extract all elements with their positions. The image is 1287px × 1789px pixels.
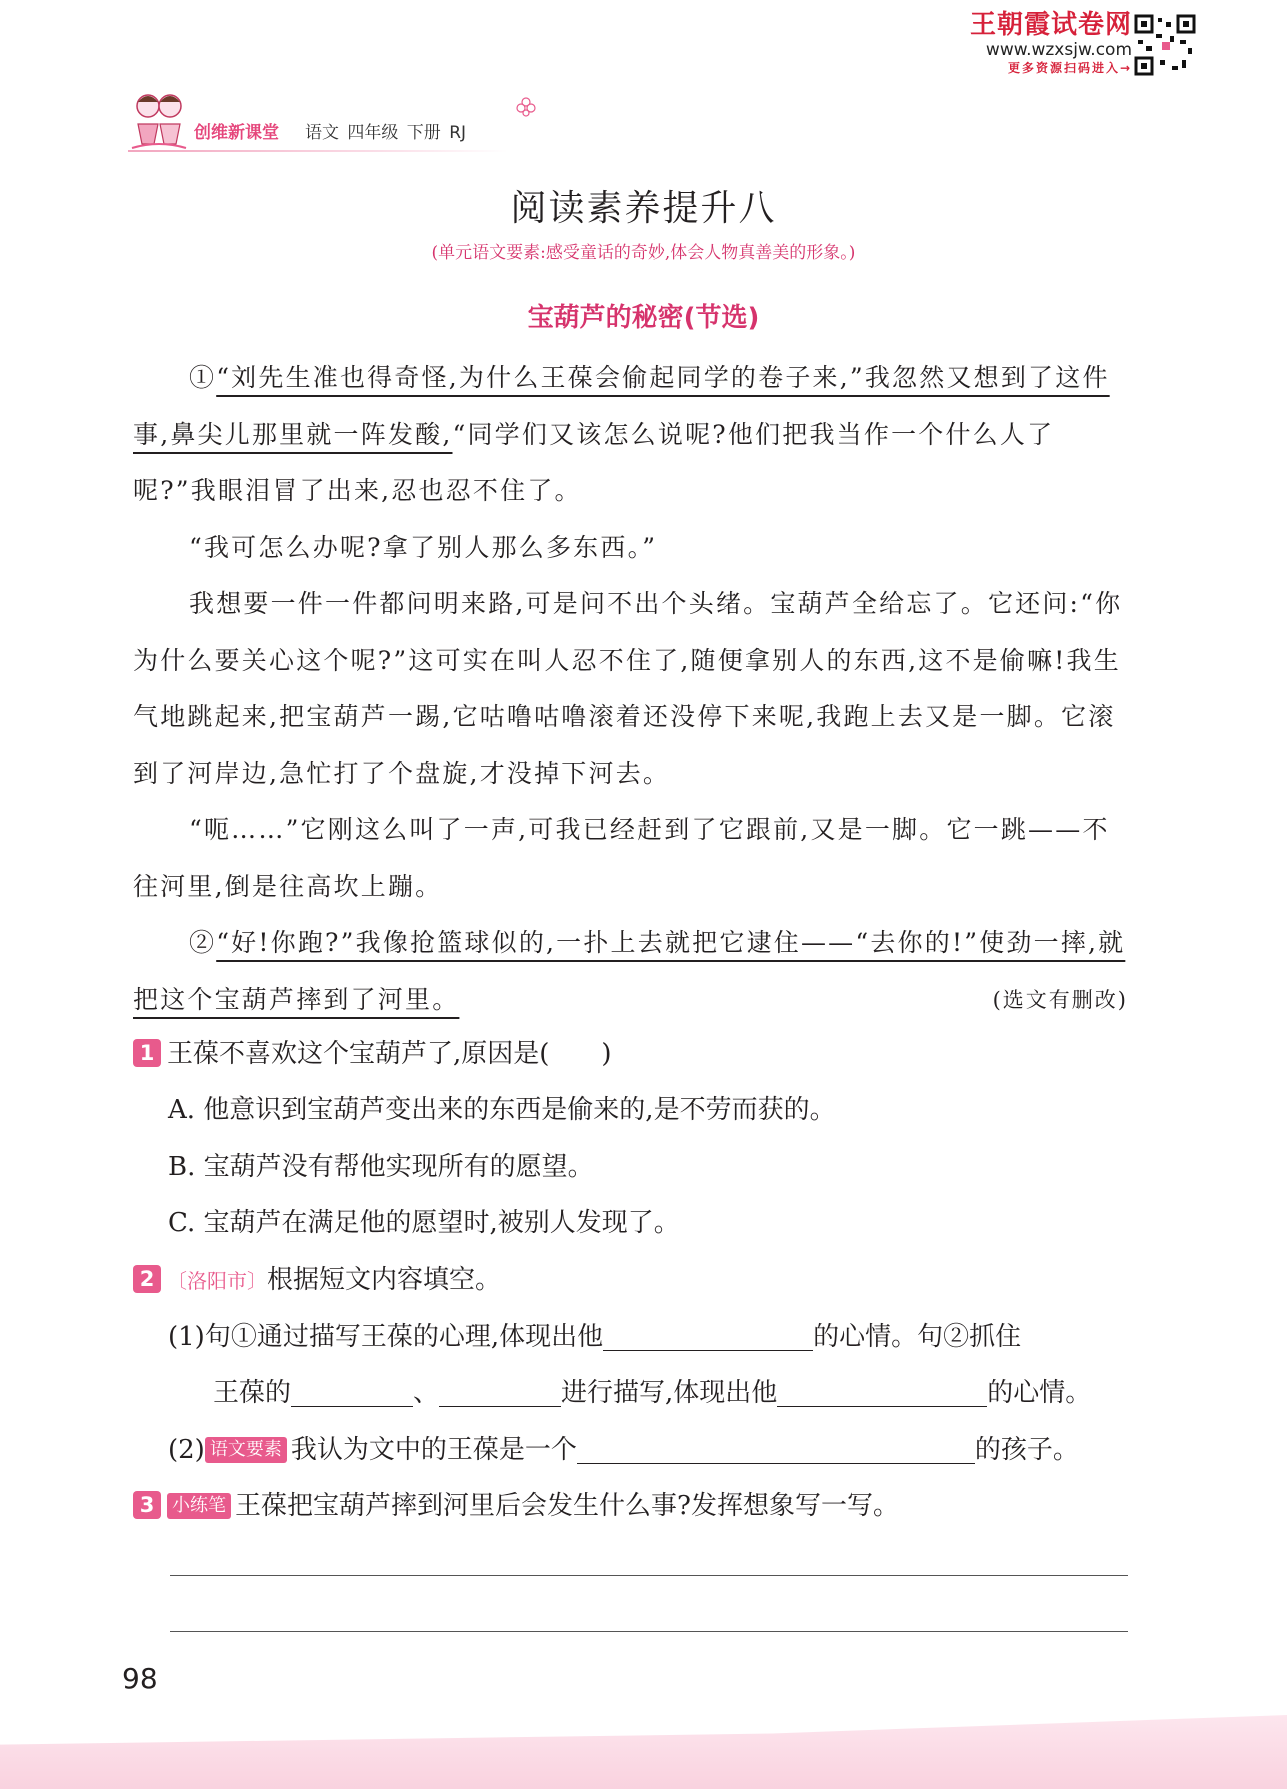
question-1-number: 1 [133,1039,161,1067]
blank-mood-1[interactable] [603,1322,813,1351]
question-1 [133,1033,612,1070]
q2-1-text-b: 的心情。句②抓住 [813,1322,1022,1352]
question-2-number: 2 [133,1265,161,1293]
underlined-sentence-1: “刘先生准也得奇怪,为什么王葆会偷起同学的卷子来,”我忽然又想到了这件事,鼻尖儿那里就一阵发酸, [133,363,1110,449]
mascot-icon [128,88,190,152]
question-2-part-2 [168,1429,1079,1466]
sentence-mark-1: ① [189,363,217,392]
paragraph-5 [133,915,1128,1028]
blank-aspect-2[interactable] [439,1378,561,1407]
q2-1-text-f: 的心情。 [987,1378,1092,1408]
brand-hint: 更多资源扫码进入→ [1007,61,1132,75]
blank-aspect-1[interactable] [291,1378,413,1407]
paragraph-1 [133,350,1128,520]
option-b[interactable]: B. 宝葫芦没有帮他实现所有的愿望。 [168,1152,594,1182]
q2-1-text-a: (1)句①通过描写王葆的心理,体现出他 [168,1322,604,1352]
q2-2-label: (2) [168,1435,205,1465]
paragraph-3: 我想要一件一件都问明来路,可是问不出个头绪。宝葫芦全给忘了。它还问:“你为什么要关心这个呢?”这可实在叫人忍不住了,随便拿别人的东西,这不是偷嘛!我生气地跳起来,把宝葫芦一踢,它咕噜咕噜滚着还没停下来呢,我跑上去又是一脚。它滚到了河岸边,急忙打了个盘旋,才没掉下河去。 [133,589,1123,788]
question-1-stem[interactable]: 王葆不喜欢这个宝葫芦了,原因是( ) [167,1039,612,1069]
unit-objective: (单元语文要素:感受童话的奇妙,体会人物真善美的形象。) [431,243,856,263]
series-name: 创维新课堂 [194,123,279,143]
qr-code-icon[interactable] [1134,14,1196,76]
q2-2-text-c: 的孩子。 [974,1435,1079,1465]
underlined-sentence-2: “好!你跑?”我像抢篮球似的,一扑上去就把它逮住——“去你的!”使劲一摔,就把这个宝葫芦摔到了河里。 [133,928,1126,1014]
flower-icon [515,96,537,118]
question-2-part-1-cont [213,1372,1091,1409]
passage-title: 宝葫芦的秘密(节选) [527,303,760,333]
header-divider [128,150,508,152]
paragraph-1-rest: “同学们又该怎么说呢?他们把我当作一个什么人了呢?”我眼泪冒了出来,忍也忍不住了。 [133,419,1055,505]
answer-line-2[interactable] [170,1631,1128,1632]
brand-url[interactable]: www.wzxsjw.com [985,40,1132,60]
sentence-mark-2: ② [189,928,217,957]
answer-line-1[interactable] [170,1575,1128,1576]
paragraph-4: “呃……”它刚这么叫了一声,可我已经赶到了它跟前,又是一脚。它一跳——不往河里,倒是往高坎上蹦。 [133,815,1110,901]
page-title: 阅读素养提升八 [510,188,777,229]
question-3-number: 3 [133,1491,161,1519]
footer-decoration [0,1715,1287,1789]
writing-tag: 小练笔 [167,1493,231,1519]
reading-passage [133,350,1128,1028]
question-2 [133,1259,501,1296]
brand-block [970,10,1132,76]
source-note: (选文有删改) [992,987,1128,1012]
blank-character[interactable] [577,1435,975,1464]
q2-1-text-c: 王葆的 [213,1378,292,1408]
q2-1-separator: 、 [413,1378,440,1408]
element-tag: 语文要素 [205,1437,287,1463]
q2-2-text-b: 我认为文中的王葆是一个 [290,1435,577,1465]
blank-mood-2[interactable] [777,1378,987,1407]
option-a[interactable]: A. 他意识到宝葫芦变出来的东西是偷来的,是不劳而获的。 [168,1095,836,1125]
brand-name: 王朝霞试卷网 [969,10,1132,40]
question-3 [133,1485,899,1522]
book-info: 语文 四年级 下册 RJ [305,123,467,143]
question-2-part-1 [168,1316,1021,1353]
page-number: 98 [122,1662,158,1695]
paragraph-2: “我可怎么办呢?拿了别人那么多东西。” [189,532,658,562]
q2-1-text-e: 进行描写,体现出他 [561,1378,778,1408]
option-c[interactable]: C. 宝葫芦在满足他的愿望时,被别人发现了。 [168,1208,680,1238]
region-tag: 〔洛阳市〕 [167,1269,267,1293]
question-3-stem: 王葆把宝葫芦摔到河里后会发生什么事?发挥想象写一写。 [235,1491,899,1521]
question-2-stem: 根据短文内容填空。 [267,1265,502,1295]
